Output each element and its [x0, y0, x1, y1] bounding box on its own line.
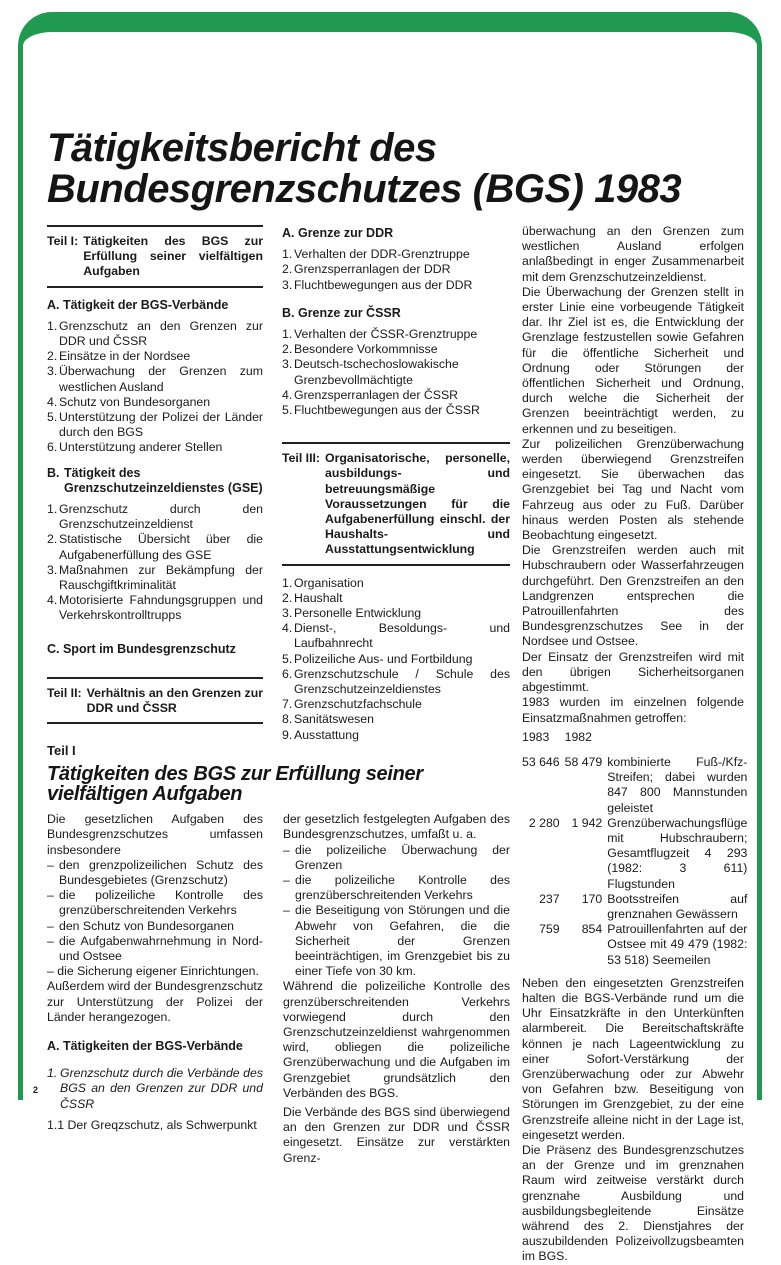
teil-label: Teil I: — [47, 234, 79, 248]
divider — [282, 442, 510, 444]
item-text: Einsätze in der Nordsee — [59, 349, 191, 364]
item-number: 3. — [282, 277, 293, 292]
value-y1983: 2 280 — [528, 815, 560, 830]
column-header: 1983 — [522, 729, 550, 744]
italic-subheading — [47, 1066, 263, 1112]
paragraph: Der Einsatz der Grenzstreifen wird mit den übrigen Sicherheitsorganen abgestimmt. — [522, 649, 744, 695]
toc-item — [282, 621, 510, 651]
value-y1982: 170 — [581, 891, 603, 906]
toc-item — [47, 532, 263, 562]
toc-item — [47, 319, 263, 349]
page-title — [47, 128, 681, 210]
item-text: Grenzsperranlagen der DDR — [294, 262, 451, 277]
item-text: Grenzschutzschule / Schule des Grenzschutzeinzeldienstes — [294, 666, 510, 697]
item-text: den grenzpolizeilichen Schutz des Bundesgebietes (Grenzschutz) — [59, 857, 263, 887]
page-number: 2 — [33, 1085, 39, 1095]
item-text: Unterstützung der Polizei der Länder durch den BGS — [59, 410, 263, 440]
left-content-area — [47, 216, 510, 1166]
item-number: 5. — [282, 403, 293, 418]
toc-teil-1 — [47, 234, 263, 280]
value-y1983: 237 — [539, 891, 560, 906]
toc-item — [282, 403, 510, 418]
paragraph: Die Verbände des BGS sind überwiegend an den Grenzen zur DDR und ČSSR eingesetzt. Einsätze zur verstärkten Grenz- — [283, 1104, 510, 1165]
toc-list — [282, 327, 510, 418]
teil-label: Teil III: — [282, 451, 321, 466]
body-text — [522, 224, 744, 726]
toc-item — [47, 410, 263, 440]
paragraph: überwachung an den Grenzen zum westlichen Ausland erfolgen anlaßbedingt in enger Zusammenarbeit mit dem Grenzschutzeinzeldienst. — [522, 224, 744, 284]
toc-list — [47, 502, 263, 624]
paragraph: 1983 wurden im einzelnen folgende Einsatzmaßnahmen getroffen: — [522, 695, 744, 725]
item-number: 2. — [47, 532, 58, 547]
item-number: 7. — [282, 697, 293, 712]
item-text: Personelle Entwicklung — [294, 606, 422, 621]
divider — [47, 722, 263, 724]
toc-item — [282, 327, 510, 342]
row-description: Grenzüberwachungsflüge mit Hubschraubern; Gesamtflugzeit 4 293 (1982: 3 611) Flugstunden — [607, 815, 748, 891]
toc-item — [282, 728, 510, 743]
dash-marker: – — [47, 888, 54, 903]
toc-column-1 — [47, 216, 263, 743]
value-y1982: 58 479 — [564, 754, 603, 769]
item-text: Fluchtbewegungen aus der ČSSR — [294, 403, 480, 418]
text-column-3 — [522, 224, 748, 1265]
body-column-left — [47, 812, 263, 1166]
table-row — [522, 755, 747, 816]
item-number: 3. — [47, 562, 58, 577]
toc-item — [282, 576, 510, 591]
toc-item — [282, 388, 510, 403]
item-number: 1. — [282, 575, 293, 590]
item-text: Haushalt — [294, 590, 343, 605]
item-number: 1. — [47, 318, 58, 333]
toc-item — [282, 667, 510, 697]
paragraph: – die Sicherung eigener Einrichtungen. — [47, 964, 259, 979]
item-number: 6. — [47, 440, 58, 455]
teil-title: Verhältnis an den Grenzen zur DDR und ČSSR — [86, 685, 263, 716]
toc-list — [47, 319, 263, 456]
toc-item — [282, 342, 510, 357]
paragraph: der gesetzlich festgelegten Aufgaben des Bundesgrenzschutzes, umfaßt u. a. — [283, 812, 510, 842]
paragraph: Die gesetzlichen Aufgaben des Bundesgrenzschutzes umfassen insbesondere — [47, 812, 263, 857]
toc-item — [282, 697, 510, 712]
column-header: 1982 — [564, 729, 592, 744]
item-text: Motorisierte Fahndungsgruppen und Verkehrskontrolltrupps — [59, 593, 263, 623]
section-heading: A. Grenze zur DDR — [282, 226, 394, 240]
item-number: 1. — [282, 247, 293, 262]
item-text: Polizeiliche Aus- und Fortbildung — [294, 651, 473, 666]
paragraph: Außerdem wird der Bundesgrenzschutz zur Unterstützung der Polizei der Länder herangezogen. — [47, 979, 263, 1024]
item-number: 2. — [47, 349, 58, 364]
divider — [47, 225, 263, 227]
item-number: 6. — [282, 666, 293, 681]
teil-title: Organisatorische, personelle, ausbildungs- und betreuungsmäßige Voraussetzungen für die Aufgabenerfüllung einschl. der Haushalts- und Ausstattungsentwicklung — [325, 451, 510, 557]
item-text: den Schutz von Bundesorganen — [59, 918, 235, 933]
toc-item — [282, 357, 510, 387]
toc-item — [47, 563, 263, 593]
table-header-row — [522, 730, 747, 745]
item-text: die polizeiliche Kontrolle des grenzüberschreitenden Verkehrs — [295, 872, 510, 903]
title-line-1: Tätigkeitsbericht des — [47, 126, 437, 170]
section-heading: B. Grenze zur ČSSR — [282, 305, 401, 320]
toc-item — [282, 606, 510, 621]
dash-marker: – — [47, 918, 54, 933]
subheading-title: Grenzschutz durch die Verbände des BGS an den Grenzen zur DDR und ČSSR — [60, 1066, 263, 1111]
item-text: die Aufgabenwahrnehmung in Nord- und Ostsee — [59, 933, 263, 963]
section-number: B. — [47, 465, 60, 480]
section-main-heading: Tätigkeiten des BGS zur Erfüllung seiner vielfältigen Aufgaben — [47, 763, 423, 806]
item-number: 2. — [282, 342, 293, 357]
item-number: 1. — [282, 327, 293, 342]
toc-item — [282, 712, 510, 727]
section-heading — [47, 466, 263, 496]
section-heading: C. Sport im Bundesgrenzschutz — [47, 641, 236, 656]
item-number: 2. — [282, 262, 293, 277]
row-description: Patrouillenfahrten auf der Ostsee mit 49 479 (1982: 53 518) Seemeilen — [607, 922, 748, 967]
toc-item — [47, 593, 263, 623]
item-text: Verhalten der ČSSR-Grenztruppe — [294, 327, 478, 342]
item-number: 8. — [282, 712, 293, 727]
table-row — [522, 892, 747, 922]
toc-item — [282, 247, 510, 262]
toc-item — [47, 395, 263, 410]
value-y1982: 1 942 — [571, 815, 603, 830]
item-text: Deutsch-tschechoslowakische Grenzbevollmächtigte — [294, 357, 459, 387]
item-number: 3. — [47, 364, 58, 379]
item-text: Besondere Vorkommnisse — [294, 342, 438, 357]
dash-item — [283, 843, 510, 873]
item-text: die polizeiliche Kontrolle des grenzüberschreitenden Verkehrs — [59, 888, 263, 918]
item-text: Verhalten der DDR-Grenztruppe — [294, 247, 470, 262]
dash-item — [47, 888, 263, 918]
body-column-right — [283, 812, 510, 1166]
value-y1983: 759 — [539, 922, 560, 937]
item-text: die polizeiliche Überwachung der Grenzen — [295, 842, 510, 872]
item-number: 5. — [47, 410, 58, 425]
toc-teil-3 — [282, 451, 510, 557]
item-text: Maßnahmen zur Bekämpfung der Rauschgiftkriminalität — [59, 562, 263, 593]
dash-item — [47, 934, 263, 964]
item-text: Grenzsperranlagen der ČSSR — [294, 387, 459, 402]
paragraph: 1.1 Der Greqzschutz, als Schwerpunkt — [47, 1117, 257, 1132]
toc-item — [282, 278, 510, 293]
section-label: Teil I — [47, 742, 76, 758]
item-text: Organisation — [294, 575, 364, 590]
item-text: Fluchtbewegungen aus der DDR — [294, 277, 473, 292]
item-text: die Beseitigung von Störungen und die Abwehr von Gefahren, die die Sicherheit der Grenzen beeinträchtigen, im Grenzgebiet bis zu einer Tiefe von 30 km. — [295, 903, 510, 979]
teil-title: Tätigkeiten des BGS zur Erfüllung seiner vielfältigen Aufgaben — [83, 234, 263, 279]
toc-list — [282, 576, 510, 743]
subheading: A. Tätigkeiten der BGS-Verbände — [47, 1038, 243, 1053]
item-text: Grenzschutz an den Grenzen zur DDR und ČSSR — [59, 318, 263, 349]
section-heading: A. Tätigkeit der BGS-Verbände — [47, 297, 229, 312]
toc-item — [47, 440, 263, 455]
dash-marker: – — [283, 903, 290, 918]
value-y1982: 854 — [581, 922, 603, 937]
divider — [282, 564, 510, 566]
toc-item — [47, 364, 263, 394]
body-text — [522, 976, 744, 1265]
item-number: 1. — [47, 502, 58, 517]
item-text: Unterstützung anderer Stellen — [59, 440, 223, 455]
item-number: 3. — [282, 357, 293, 372]
dash-marker: – — [283, 842, 290, 857]
item-text: Sanitätswesen — [294, 712, 374, 727]
paragraph: Während die polizeiliche Kontrolle des grenzüberschreitenden Verkehrs vorwiegend durch den Grenzschutzeinzeldienst wahrgenommen wird, obliegen die polizeiliche Grenzüberwachung und die Aufgaben im Grenzgebiet grundsätzlich den Verbänden des BGS. — [283, 979, 510, 1100]
dash-item — [283, 873, 510, 903]
item-number: 4. — [47, 394, 58, 409]
toc-column-2 — [282, 216, 510, 743]
statistics-table — [522, 730, 747, 968]
paragraph: Die Grenzstreifen werden auch mit Hubschraubern oder Wasserfahrzeugen durchgeführt. Den Grenzstreifen an den Landgrenzen entsprechen die Patrouillenfahrten des Bundesgrenzschutzes See in der Nordsee und Ostsee. — [522, 543, 744, 649]
item-number: 4. — [282, 387, 293, 402]
item-number: 9. — [282, 727, 293, 742]
item-number: 2. — [282, 590, 293, 605]
teil-label: Teil II: — [47, 685, 82, 700]
item-text: Grenzschutzfachschule — [294, 697, 422, 712]
subheading-number: 1. — [47, 1066, 58, 1081]
toc-teil-2 — [47, 686, 263, 716]
divider — [47, 677, 263, 679]
toc-item — [282, 652, 510, 667]
item-number: 3. — [282, 606, 293, 621]
title-line-2: Bundesgrenzschutzes (BGS) 1983 — [47, 167, 682, 211]
item-text: Statistische Übersicht über die Aufgabenerfüllung des GSE — [59, 532, 263, 562]
value-y1983: 53 646 — [522, 754, 560, 769]
item-text: Überwachung der Grenzen zum westlichen Ausland — [59, 364, 263, 394]
table-row — [522, 922, 747, 968]
section-title: Tätigkeit des Grenzschutzeinzeldienstes (GSE) — [64, 465, 263, 495]
dash-item — [47, 919, 263, 934]
paragraph: Zur polizeilichen Grenzüberwachung werden überwiegend Grenzstreifen eingesetzt. Sie überwachen das Grenzgebiet bei Tag und Nacht vom Fahrzeug aus oder zu Fuß. Darüber hinaus werden Posten als stehende Beobachtung eingesetzt. — [522, 436, 744, 543]
paragraph: Neben den eingesetzten Grenzstreifen halten die BGS-Verbände rund um die Uhr Einsatzkräfte in den Unterkünften alarmbereit. Die Bereitschaftskräfte können je nach Lageentwicklung zu einer Sofort-Verstärkung der Grenzüberwachung oder zur Abwehr von Gefahren bzw. Beseitigung von Störungen im Grenzgebiet, zu der eine Grenzstreife alleine nicht in der Lage ist, eingesetzt werden. — [522, 975, 744, 1142]
paragraph: Die Überwachung der Grenzen stellt in erster Linie eine vorbeugende Tätigkeit dar. Ihr Ziel ist es, die Entwicklung der Grenzlage festzustellen sowie Gefahren für die öffentliche Sicherheit und Ordnung oder Störungen der öffentlichen Sicherheit und Ordnung, durch welche die Sicherheit der Grenzen beeinträchtigt werden, zu erkennen und zu beseitigen. — [522, 284, 744, 436]
dash-list — [47, 858, 263, 964]
dash-marker: – — [47, 857, 54, 872]
dash-marker: – — [283, 872, 290, 887]
dash-item — [283, 903, 510, 979]
item-text: Grenzschutz durch den Grenzschutzeinzeldienst — [59, 502, 263, 532]
item-number: 5. — [282, 651, 293, 666]
toc-item — [282, 262, 510, 277]
row-description: Bootsstreifen auf grenznahen Gewässern — [607, 891, 748, 921]
toc-item — [282, 591, 510, 606]
divider — [47, 286, 263, 288]
body-columns — [47, 812, 510, 1166]
toc-item — [47, 349, 263, 364]
item-number: 4. — [47, 593, 58, 608]
toc-list — [282, 247, 510, 293]
item-text: Ausstattung — [294, 727, 359, 742]
item-text: Schutz von Bundesorganen — [59, 394, 211, 409]
item-number: 4. — [282, 621, 293, 636]
dash-item — [47, 858, 263, 888]
item-text: Dienst-, Besoldungs- und Laufbahnrecht — [294, 621, 510, 651]
toc-item — [47, 502, 263, 532]
paragraph: Die Präsenz des Bundesgrenzschutzes an der Grenze und im grenznahen Raum wird zeitweise verstärkt durch grenznahe Ausbildung und ausbildungsbegleitende Einsätze während des 2. Dienstjahres der auszubildenden Polizeivollzugsbeamten im BGS. — [522, 1142, 744, 1264]
table-of-contents — [47, 216, 510, 743]
table-row — [522, 816, 747, 892]
row-description: kombinierte Fuß-/Kfz-Streifen; dabei wurden 847 800 Mannstunden geleistet — [607, 754, 748, 815]
dash-list — [283, 843, 510, 980]
dash-marker: – — [47, 933, 54, 948]
